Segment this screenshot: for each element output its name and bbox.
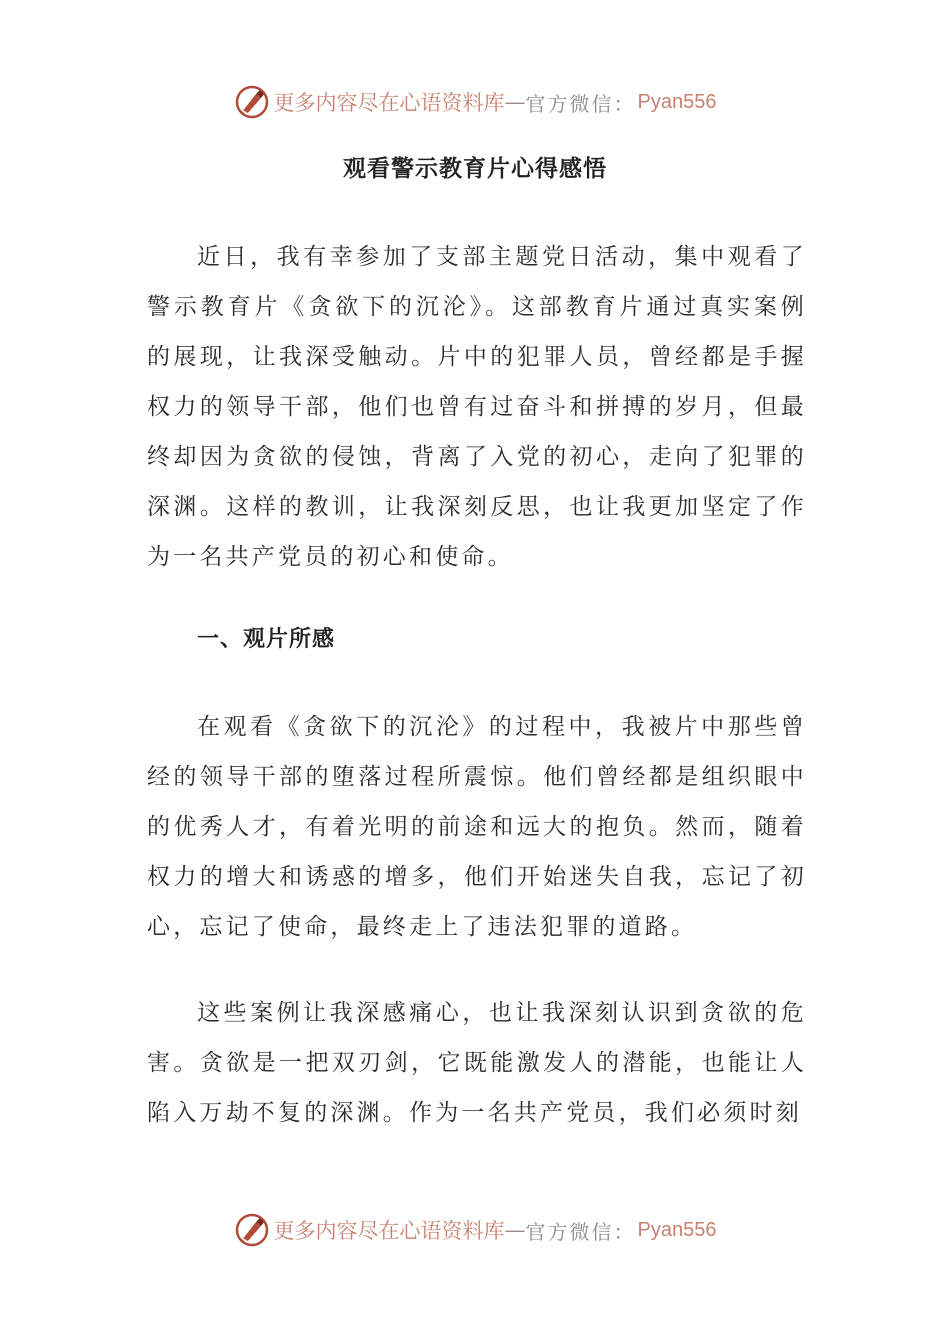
watermark-wechat-id: Pyan556: [637, 1218, 717, 1241]
paragraph-intro: 近日，我有幸参加了支部主题党日活动，集中观看了警示教育片《贪欲下的沉沦》。这部教育片通过真实案例的展现，让我深受触动。片中的犯罪人员，曾经都是手握权力的领导干部，他们也曾有过奋斗和拼搏的岁月，但最终却因为贪欲的侵蚀，背离了入党的初心，走向了犯罪的深渊。这样的教训，让我深刻反思，也让我更加坚定了作为一名共产党员的初心和使命。: [147, 244, 807, 570]
watermark-dash: —: [504, 90, 526, 114]
footer-watermark: [0, 1210, 950, 1250]
paragraph-reflection: 这些案例让我深感痛心，也让我深刻认识到贪欲的危害。贪欲是一把双刃剑，它既能激发人的潜能，也能让人陷入万劫不复的深渊。作为一名共产党员，我们必须时刻: [147, 1000, 807, 1126]
watermark-dash: —: [504, 1218, 526, 1242]
watermark-sub-text: 官方微信：: [525, 91, 636, 116]
section-heading: 一、观片所感: [197, 627, 336, 652]
watermark-main-text: 更多内容尽在心语资料库: [273, 1219, 505, 1243]
pen-nib-logo-icon: [234, 1212, 270, 1248]
watermark-sub-text: 官方微信：: [525, 1219, 636, 1244]
watermark-wechat-id: Pyan556: [637, 90, 717, 113]
pen-nib-logo-icon: [234, 84, 270, 120]
document-title: 观看警示教育片心得感悟: [343, 156, 607, 182]
header-watermark: [0, 82, 950, 122]
watermark-main-text: 更多内容尽在心语资料库: [273, 91, 505, 115]
paragraph-impression: 在观看《贪欲下的沉沦》的过程中，我被片中那些曾经的领导干部的堕落过程所震惊。他们曾经都是组织眼中的优秀人才，有着光明的前途和远大的抱负。然而，随着权力的增大和诱惑的增多，他们开始迷失自我，忘记了初心，忘记了使命，最终走上了违法犯罪的道路。: [147, 714, 807, 940]
